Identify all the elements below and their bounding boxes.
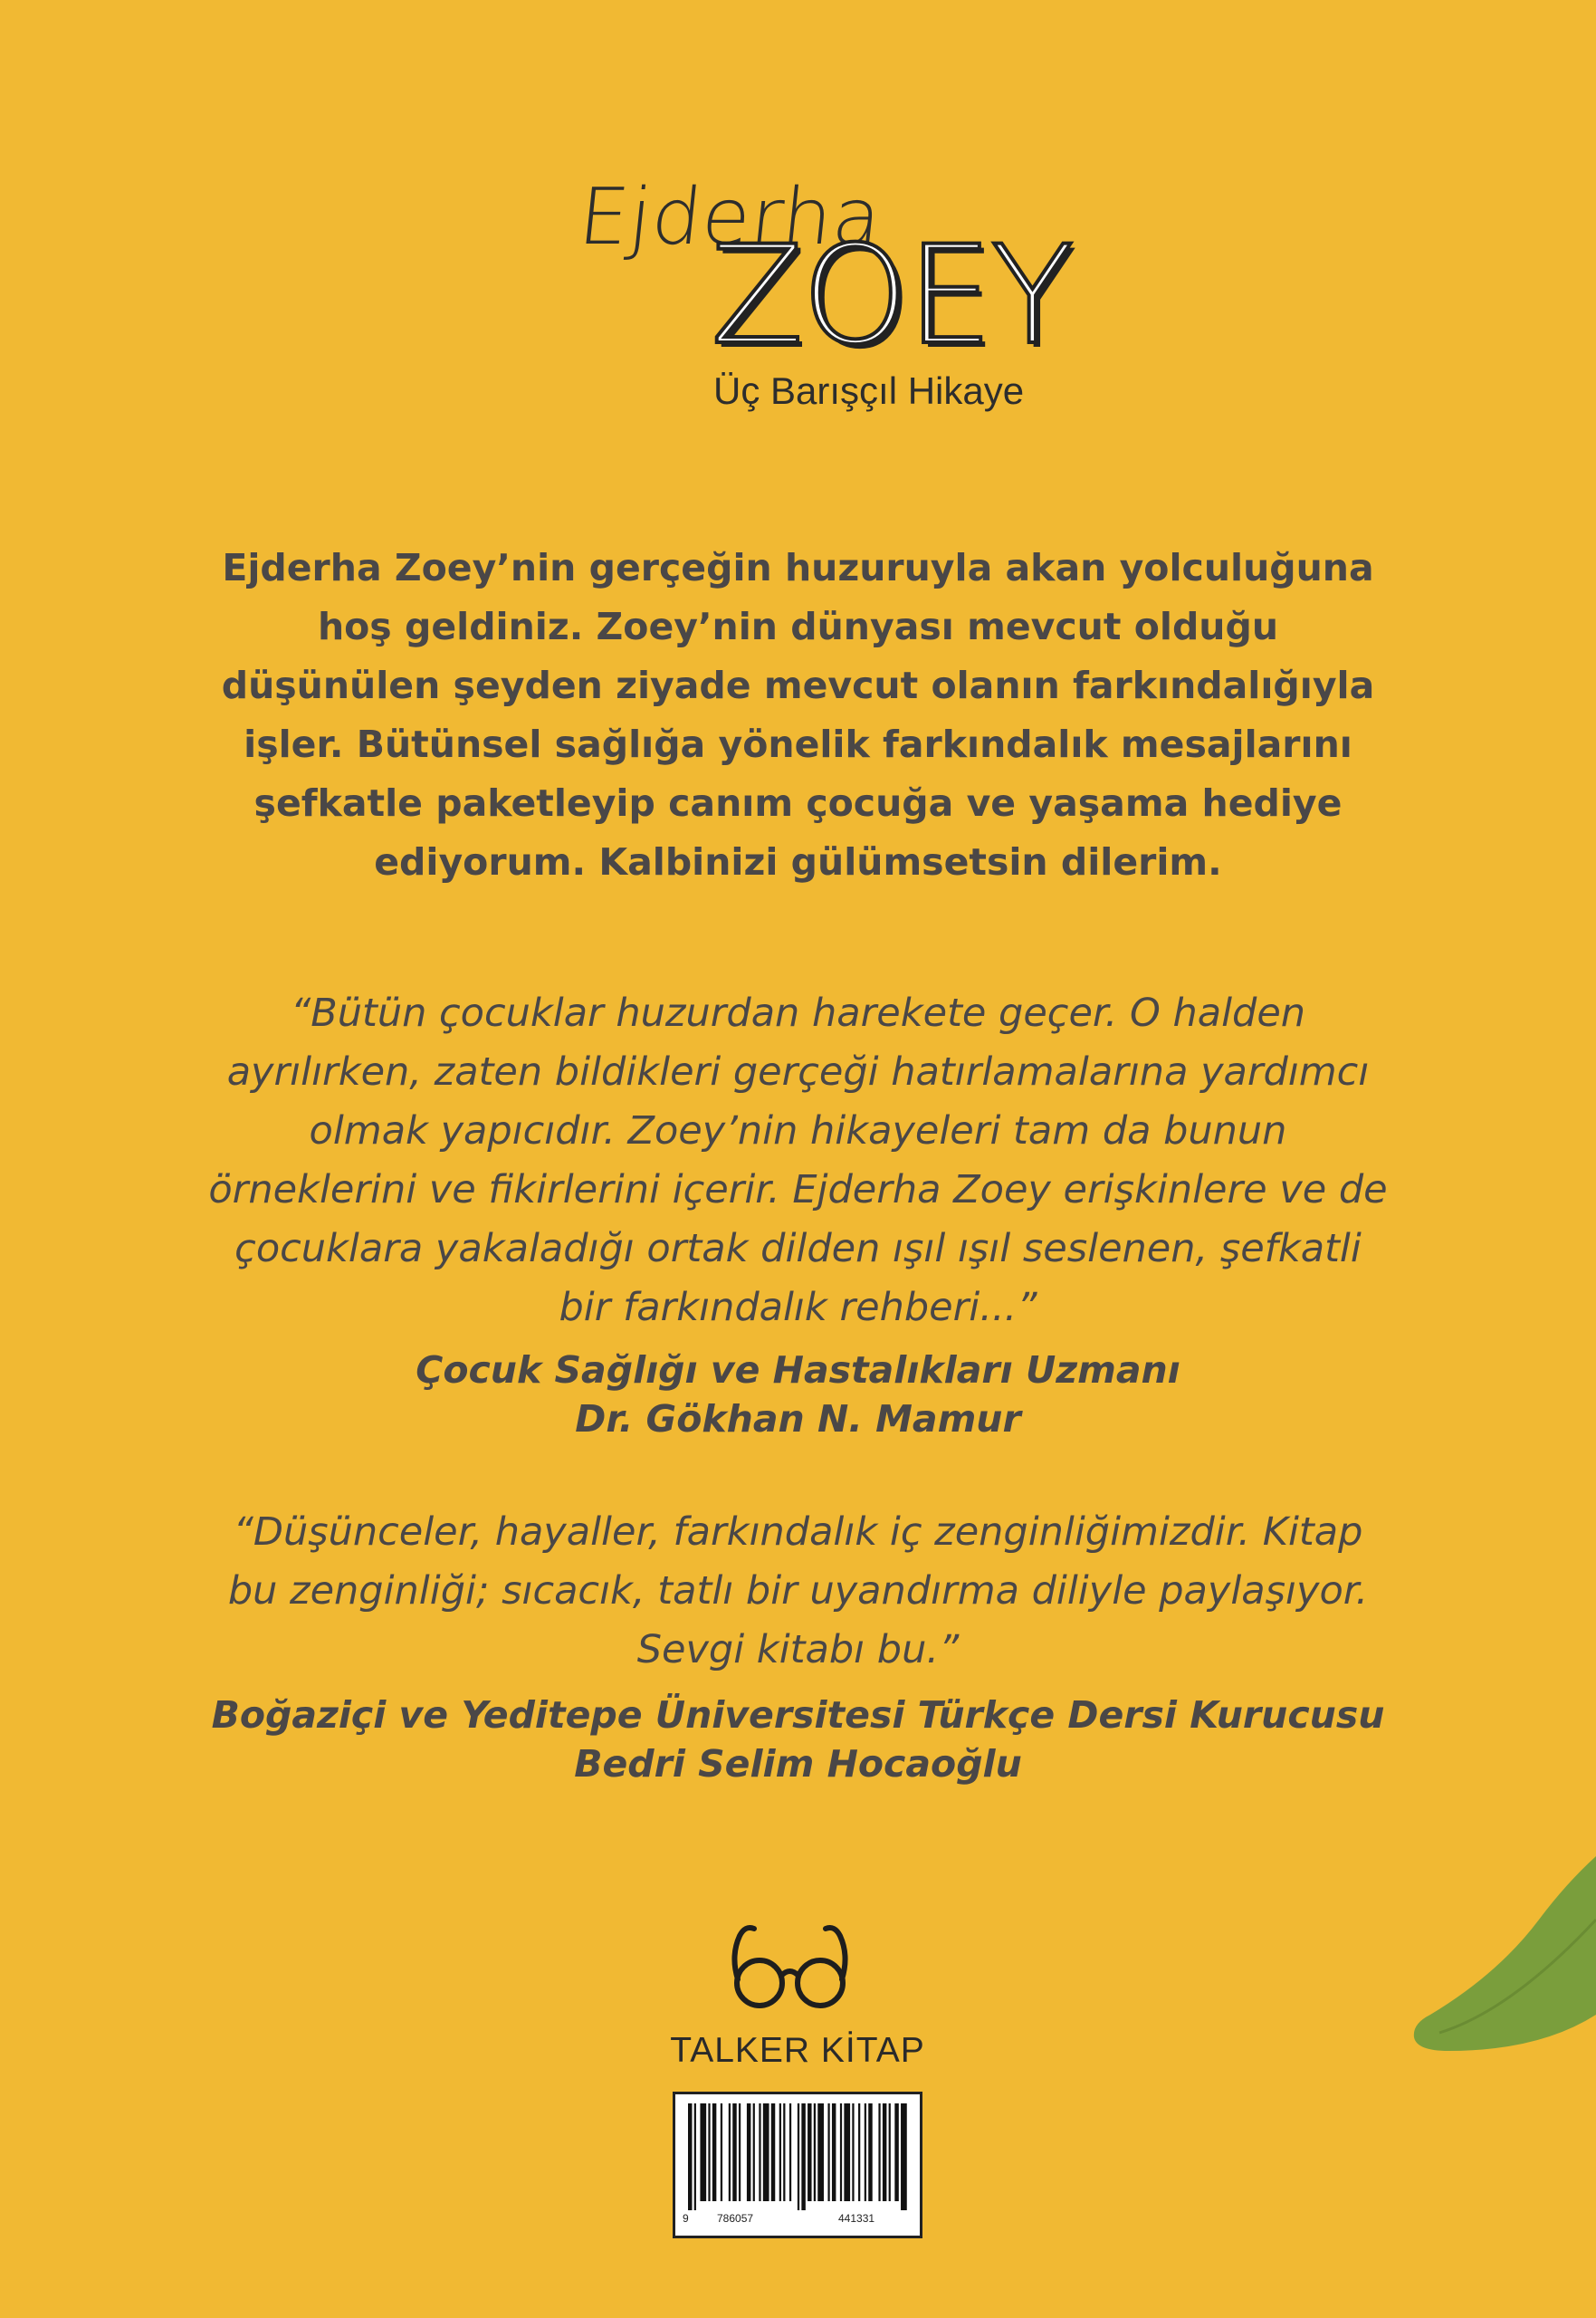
barcode-bar [901, 2103, 907, 2210]
barcode-bar [852, 2103, 854, 2201]
title-zoey: ZOEY [711, 217, 1073, 375]
attribution-name: Bedri Selim Hocaoğlu [574, 1742, 1022, 1786]
blurb-paragraph [181, 539, 1415, 892]
blurb-line: düşünülen şeyden ziyade mevcut olanın farkındalığıyla [221, 664, 1375, 707]
barcode-bar [808, 2103, 811, 2201]
barcode-bar [747, 2103, 750, 2201]
barcode-bar [771, 2103, 775, 2201]
barcode-left-digits: 786057 [717, 2212, 754, 2225]
barcode-right-digits: 441331 [838, 2212, 875, 2225]
quote-line: örneklerini ve fikirlerini içerir. Ejderha Zoey erişkinlere ve de [208, 1167, 1388, 1212]
book-title [561, 163, 1073, 426]
barcode-bar [779, 2103, 781, 2201]
barcode-bar [783, 2103, 785, 2201]
barcode-bar [801, 2103, 805, 2210]
quote-line: olmak yapıcıdır. Zoey’nin hikayeleri tam da bunun [309, 1108, 1287, 1154]
review-quote-1 [136, 984, 1460, 1337]
attribution-title: Çocuk Sağlığı ve Hastalıkları Uzmanı [416, 1348, 1180, 1392]
blurb-line: ediyorum. Kalbinizi gülümsetsin dilerim. [374, 840, 1222, 884]
barcode-bar [729, 2103, 731, 2201]
barcode-bar [868, 2103, 872, 2201]
barcode-bar [840, 2103, 842, 2201]
quote-line: Sevgi kitabı bu.” [636, 1627, 960, 1672]
publisher-name: TALKER KİTAP [670, 2031, 925, 2070]
barcode-bar [694, 2103, 696, 2210]
quote-line: “Bütün çocuklar huzurdan harekete geçer. O halden [290, 991, 1306, 1036]
barcode-bar [739, 2103, 741, 2201]
blurb-line: hoş geldiniz. Zoey’nin dünyası mevcut olduğu [317, 605, 1279, 648]
isbn-barcode [673, 2092, 922, 2238]
attribution-title: Boğaziçi ve Yeditepe Üniversitesi Türkçe Dersi Kurucusu [211, 1693, 1385, 1737]
barcode-bar [688, 2103, 692, 2210]
quote-line: çocuklara yakaladığı ortak dilden ışıl ışıl seslenen, şefkatli [234, 1226, 1362, 1271]
attribution-name: Dr. Gökhan N. Mamur [575, 1397, 1021, 1441]
barcode-bar [753, 2103, 755, 2201]
title-ejderha: Ejderha [574, 172, 887, 263]
barcode-bar [708, 2103, 710, 2201]
barcode-bar [844, 2103, 850, 2201]
barcode-bar [814, 2103, 816, 2201]
quote-line: bir farkındalık rehberi...” [559, 1285, 1037, 1330]
barcode-prefix: 9 [683, 2212, 689, 2225]
barcode-bar [789, 2103, 791, 2201]
barcode-bar [894, 2103, 898, 2201]
barcode-bar [878, 2103, 880, 2201]
barcode-bar [832, 2103, 836, 2201]
barcode-bars [688, 2103, 909, 2210]
barcode-bar [759, 2103, 760, 2201]
blurb-line: şefkatle paketleyip canım çocuğa ve yaşama hediye [253, 781, 1343, 825]
barcode-bar [721, 2103, 722, 2201]
leaf-decoration [1412, 1856, 1596, 2074]
review-attribution-1 [136, 1346, 1460, 1443]
blurb-line: Ejderha Zoey’nin gerçeğin huzuruyla akan yolculuğuna [222, 546, 1374, 589]
blurb-line: işler. Bütünsel sağlığa yönelik farkındalık mesajlarını [244, 723, 1352, 766]
barcode-bar [827, 2103, 829, 2201]
quote-line: ayrılırken, zaten bildikleri gerçeği hatırlamalarına yardımcı [226, 1049, 1370, 1095]
glasses-icon [729, 1920, 851, 2019]
title-subtitle: Üç Barışçıl Hikaye [713, 369, 1025, 412]
review-quote-2 [136, 1503, 1460, 1680]
barcode-bar [798, 2103, 799, 2210]
review-attribution-2 [136, 1691, 1460, 1788]
barcode-bar [858, 2103, 860, 2201]
barcode-bar [763, 2103, 769, 2201]
barcode-bar [889, 2103, 891, 2201]
barcode-bar [700, 2103, 706, 2201]
barcode-bar [865, 2103, 866, 2201]
quote-line: bu zenginliği; sıcacık, tatlı bir uyandırma diliyle paylaşıyor. [227, 1568, 1369, 1614]
barcode-bar [712, 2103, 716, 2201]
barcode-bar [817, 2103, 824, 2201]
quote-line: “Düşünceler, hayaller, farkındalık iç zenginliğimizdir. Kitap [233, 1509, 1363, 1555]
barcode-bar [883, 2103, 886, 2201]
barcode-bar [732, 2103, 736, 2201]
